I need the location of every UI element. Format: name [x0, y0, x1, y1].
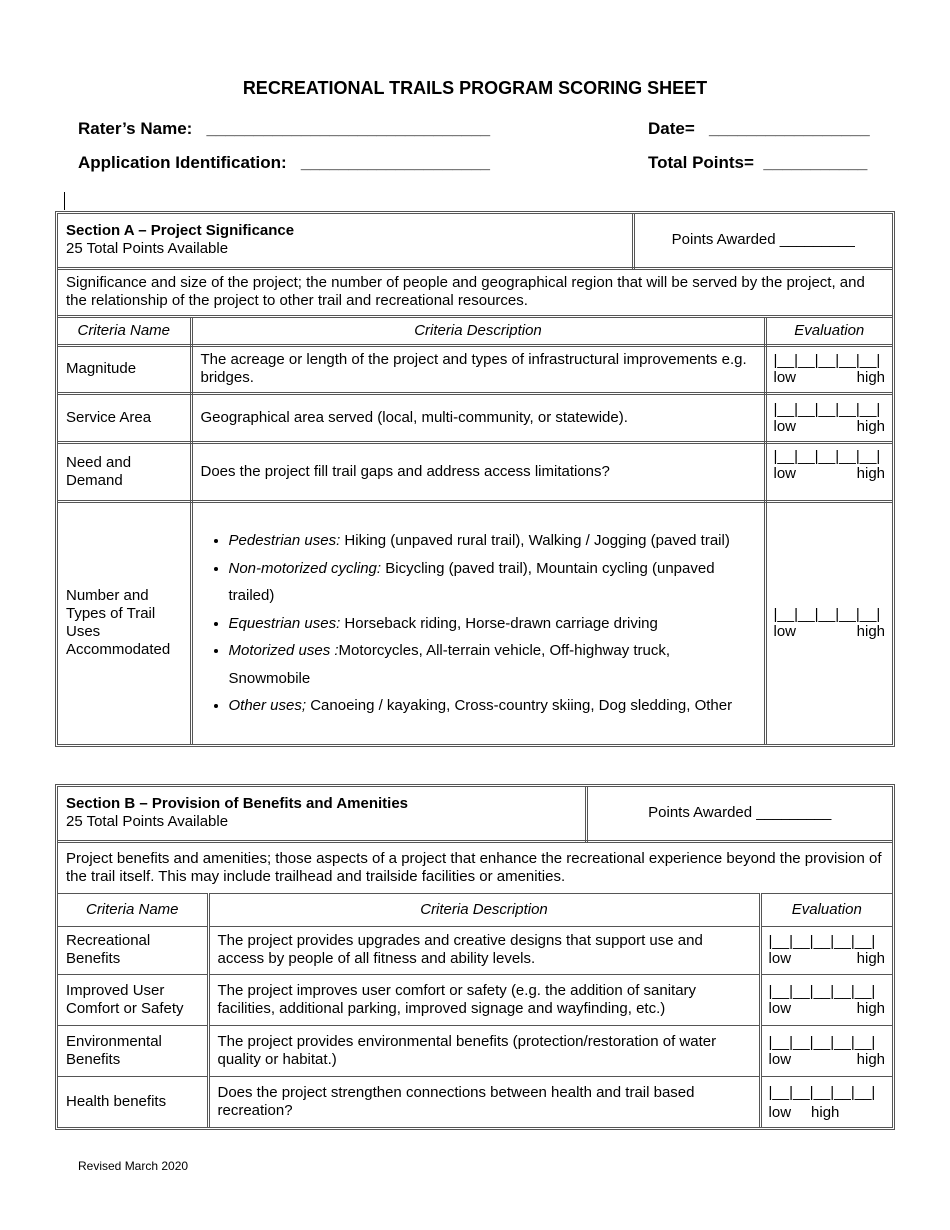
scale-low-label: low — [768, 1104, 792, 1122]
section-b-table — [55, 784, 895, 1130]
scale-bars[interactable]: |__|__|__|__|__| — [773, 352, 881, 369]
criteria-description: The project provides environmental benefits (protection/restoration of water quality or habitat.) — [208, 1025, 760, 1076]
table-row — [58, 926, 892, 974]
scale-bars[interactable]: |__|__|__|__|__| — [768, 1033, 876, 1051]
total-points-field[interactable]: Total Points= ___________ — [648, 153, 868, 172]
column-header-criteria-name: Criteria Name — [58, 893, 208, 926]
column-header-criteria-description: Criteria Description — [208, 893, 760, 926]
rater-name-field[interactable]: Rater’s Name: ______________________________ — [78, 119, 491, 138]
evaluation-scale[interactable] — [760, 1025, 892, 1076]
evaluation-scale[interactable] — [760, 1076, 892, 1127]
scale-high-label: high — [856, 999, 886, 1017]
scale-low-label: low — [768, 950, 792, 967]
table-row — [58, 974, 892, 1025]
criteria-name: Environmental Benefits — [58, 1025, 208, 1076]
page-title: RECREATIONAL TRAILS PROGRAM SCORING SHEET — [242, 78, 708, 98]
section-a-description: Significance and size of the project; the number of people and geographical region that will be served by the project, and the relationship of the project to other trail and recreational resources. — [58, 268, 892, 316]
scale-high-label: high — [856, 623, 885, 641]
trail-uses-list — [201, 527, 750, 720]
table-row — [58, 393, 892, 442]
criteria-name: Number and Types of Trail Uses Accommodated — [58, 501, 191, 744]
criteria-description: The acreage or length of the project and types of infrastructural improvements e.g. bridges. — [191, 345, 765, 393]
table-row — [58, 442, 892, 501]
list-item: • Pedestrian uses: Hiking (unpaved rural trail), Walking / Jogging (paved trail) — [229, 527, 750, 555]
criteria-name: Health benefits — [58, 1076, 208, 1127]
scale-high-label: high — [856, 1050, 886, 1068]
scale-low-label: low — [768, 999, 792, 1017]
criteria-description: Does the project strengthen connections between health and trail based recreation? — [208, 1076, 760, 1127]
list-item: • Equestrian uses: Horseback riding, Horse-drawn carriage driving — [229, 610, 750, 638]
application-id-field[interactable]: Application Identification: ____________________ — [78, 153, 490, 172]
section-a-subtitle: 25 Total Points Available — [66, 240, 229, 258]
table-row — [58, 1025, 892, 1076]
scale-low-label: low — [768, 1050, 792, 1068]
evaluation-scale[interactable] — [760, 974, 892, 1025]
scale-high-label: high — [856, 369, 885, 386]
table-row — [58, 501, 892, 744]
scale-bars[interactable]: |__|__|__|__|__| — [768, 933, 876, 950]
section-a-points-awarded[interactable]: Points Awarded _________ — [633, 214, 892, 268]
column-header-evaluation: Evaluation — [760, 893, 892, 926]
criteria-description: Geographical area served (local, multi-community, or statewide). — [191, 393, 765, 442]
column-header-criteria-name: Criteria Name — [58, 316, 191, 345]
scale-low-label: low — [773, 623, 797, 641]
section-b-subtitle: 25 Total Points Available — [66, 813, 229, 831]
section-b-heading — [58, 787, 586, 841]
scale-low-label: low — [773, 417, 797, 435]
criteria-description — [191, 501, 765, 744]
criteria-name: Improved User Comfort or Safety — [58, 974, 208, 1025]
evaluation-scale[interactable] — [760, 926, 892, 974]
section-b-points-awarded[interactable]: Points Awarded _________ — [586, 787, 892, 841]
scale-bars[interactable]: |__|__|__|__|__| — [768, 1084, 876, 1102]
column-header-evaluation: Evaluation — [765, 316, 892, 345]
table-row — [58, 1076, 892, 1127]
scale-high-label: high — [856, 950, 886, 967]
section-b-title: Section B – Provision of Benefits and Amenities — [66, 795, 409, 813]
scale-low-label: low — [773, 464, 797, 482]
scale-high-label: high — [856, 464, 885, 482]
scale-bars[interactable]: |__|__|__|__|__| — [773, 447, 881, 465]
section-a-heading — [58, 214, 633, 268]
criteria-description: The project improves user comfort or safety (e.g. the addition of sanitary facilities, additional parking, improved signage and wayfinding, etc.) — [208, 974, 760, 1025]
scale-high-label: high — [856, 417, 885, 435]
evaluation-scale[interactable] — [765, 393, 892, 442]
section-b-description: Project benefits and amenities; those aspects of a project that enhance the recreational experience beyond the provision of the trail itself. This may include trailhead and trailside facilities or amenities. — [58, 841, 892, 893]
criteria-name: Service Area — [58, 393, 191, 442]
revision-note: Revised March 2020 — [78, 1159, 189, 1173]
scale-bars[interactable]: |__|__|__|__|__| — [773, 400, 881, 418]
criteria-description: Does the project fill trail gaps and address access limitations? — [191, 442, 765, 501]
evaluation-scale[interactable] — [765, 345, 892, 393]
list-item: • Non-motorized cycling: Bicycling (paved trail), Mountain cycling (unpaved trailed) — [229, 555, 750, 610]
criteria-description: The project provides upgrades and creative designs that support use and access by people of all fitness and ability levels. — [208, 926, 760, 974]
text-cursor — [64, 192, 65, 210]
criteria-name: Magnitude — [58, 345, 191, 393]
evaluation-scale[interactable] — [765, 501, 892, 744]
scale-high-label: high — [811, 1104, 840, 1122]
date-field[interactable]: Date= _________________ — [648, 119, 870, 138]
evaluation-scale[interactable] — [765, 442, 892, 501]
column-header-criteria-description: Criteria Description — [191, 316, 765, 345]
scale-bars[interactable]: |__|__|__|__|__| — [773, 606, 881, 624]
list-item: • Other uses; Canoeing / kayaking, Cross-country skiing, Dog sledding, Other — [229, 692, 750, 720]
criteria-name: Need and Demand — [58, 442, 191, 501]
scale-bars[interactable]: |__|__|__|__|__| — [768, 982, 876, 1000]
section-a-title: Section A – Project Significance — [66, 222, 295, 240]
criteria-name: Recreational Benefits — [58, 926, 208, 974]
list-item: • Motorized uses :Motorcycles, All-terrain vehicle, Off-highway truck, Snowmobile — [229, 637, 750, 692]
section-a-table — [55, 211, 895, 747]
scale-low-label: low — [773, 369, 797, 386]
table-row — [58, 345, 892, 393]
